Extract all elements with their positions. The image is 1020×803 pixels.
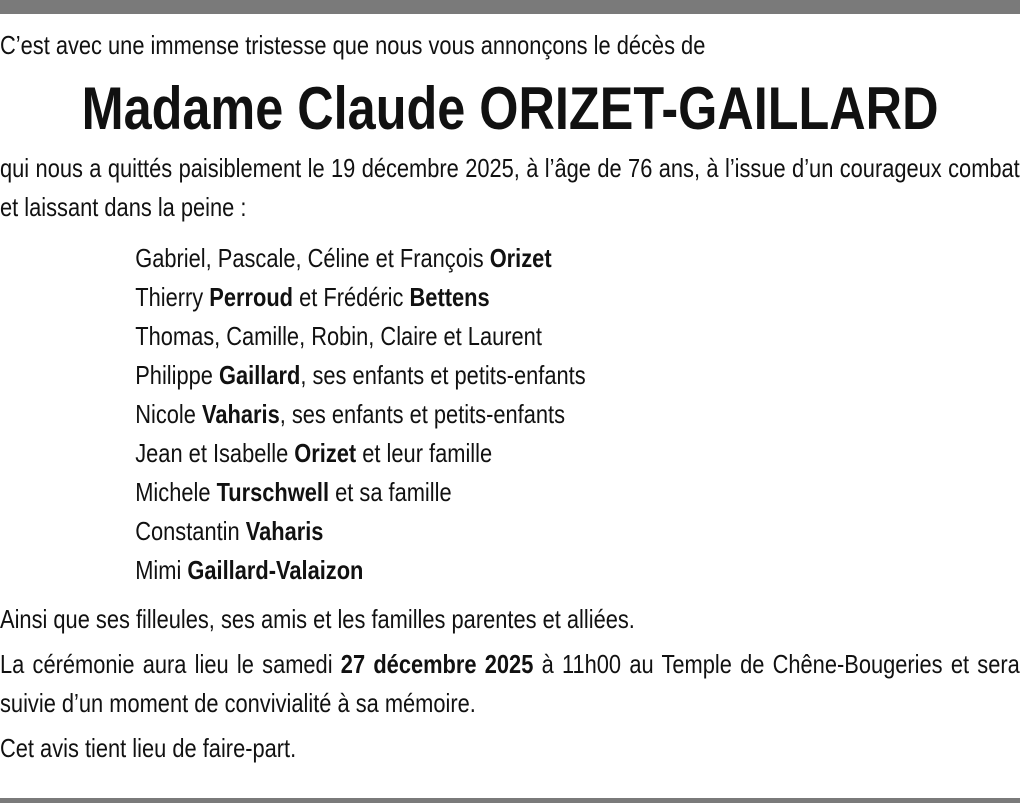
family-surname: Turschwell — [216, 477, 330, 507]
ceremony-text-end: à 11h00 au Temple de Chêne-Bougeries et sera suivie d’un moment de convivialité à sa mémoire. — [0, 649, 1020, 718]
ceremony-text — [0, 645, 1020, 723]
top-border-bar — [0, 0, 1020, 14]
family-line-text: Thomas, Camille, Robin, Claire et Laurent — [135, 321, 542, 351]
family-line-text: Thierry — [135, 282, 210, 312]
family-surname: Perroud — [209, 282, 294, 312]
ceremony-date: 27 décembre 2025 — [340, 649, 534, 679]
family-line-text: et leur famille — [356, 438, 493, 468]
family-line-text: Jean et Isabelle — [135, 438, 295, 468]
ceremony-text-start: La cérémonie aura lieu le samedi — [0, 649, 341, 679]
family-line — [0, 512, 1020, 551]
family-surname: Bettens — [409, 282, 490, 312]
family-surname: Gaillard-Valaizon — [187, 555, 364, 585]
deceased-name: Madame Claude ORIZET-GAILLARD — [81, 75, 939, 142]
family-surname: Orizet — [489, 243, 552, 273]
family-line-text: et Frédéric — [293, 282, 410, 312]
family-line-text: Mimi — [135, 555, 188, 585]
obituary-notice — [0, 26, 1020, 768]
family-line — [0, 551, 1020, 590]
family-line — [0, 239, 1020, 278]
family-list — [0, 239, 1020, 590]
family-line-text: , ses enfants et petits-enfants — [279, 399, 566, 429]
family-surname: Vaharis — [245, 516, 324, 546]
passing-text: qui nous a quittés paisiblement le 19 décembre 2025, à l’âge de 76 ans, à l’issue d’un courageux combat et laissant dans la peine : — [0, 153, 1020, 222]
friends-text: Ainsi que ses filleules, ses amis et les familles parentes et alliées. — [0, 604, 635, 634]
bottom-border-bar — [0, 798, 1020, 803]
closing-text: Cet avis tient lieu de faire-part. — [0, 733, 297, 763]
family-line — [0, 356, 1020, 395]
family-line-text: Gabriel, Pascale, Céline et François — [135, 243, 490, 273]
family-line — [0, 317, 1020, 356]
family-line — [0, 395, 1020, 434]
family-surname: Orizet — [294, 438, 357, 468]
intro-text: C’est avec une immense tristesse que nous vous annonçons le décès de — [0, 30, 706, 60]
family-line-text: , ses enfants et petits-enfants — [300, 360, 586, 390]
family-line-text: Constantin — [135, 516, 246, 546]
family-line-text: Philippe — [135, 360, 220, 390]
family-line — [0, 473, 1020, 512]
family-line-text: Michele — [135, 477, 217, 507]
family-line-text: Nicole — [135, 399, 203, 429]
family-surname: Gaillard — [219, 360, 301, 390]
family-line-text: et sa famille — [329, 477, 452, 507]
family-line — [0, 434, 1020, 473]
family-line — [0, 278, 1020, 317]
family-surname: Vaharis — [202, 399, 280, 429]
